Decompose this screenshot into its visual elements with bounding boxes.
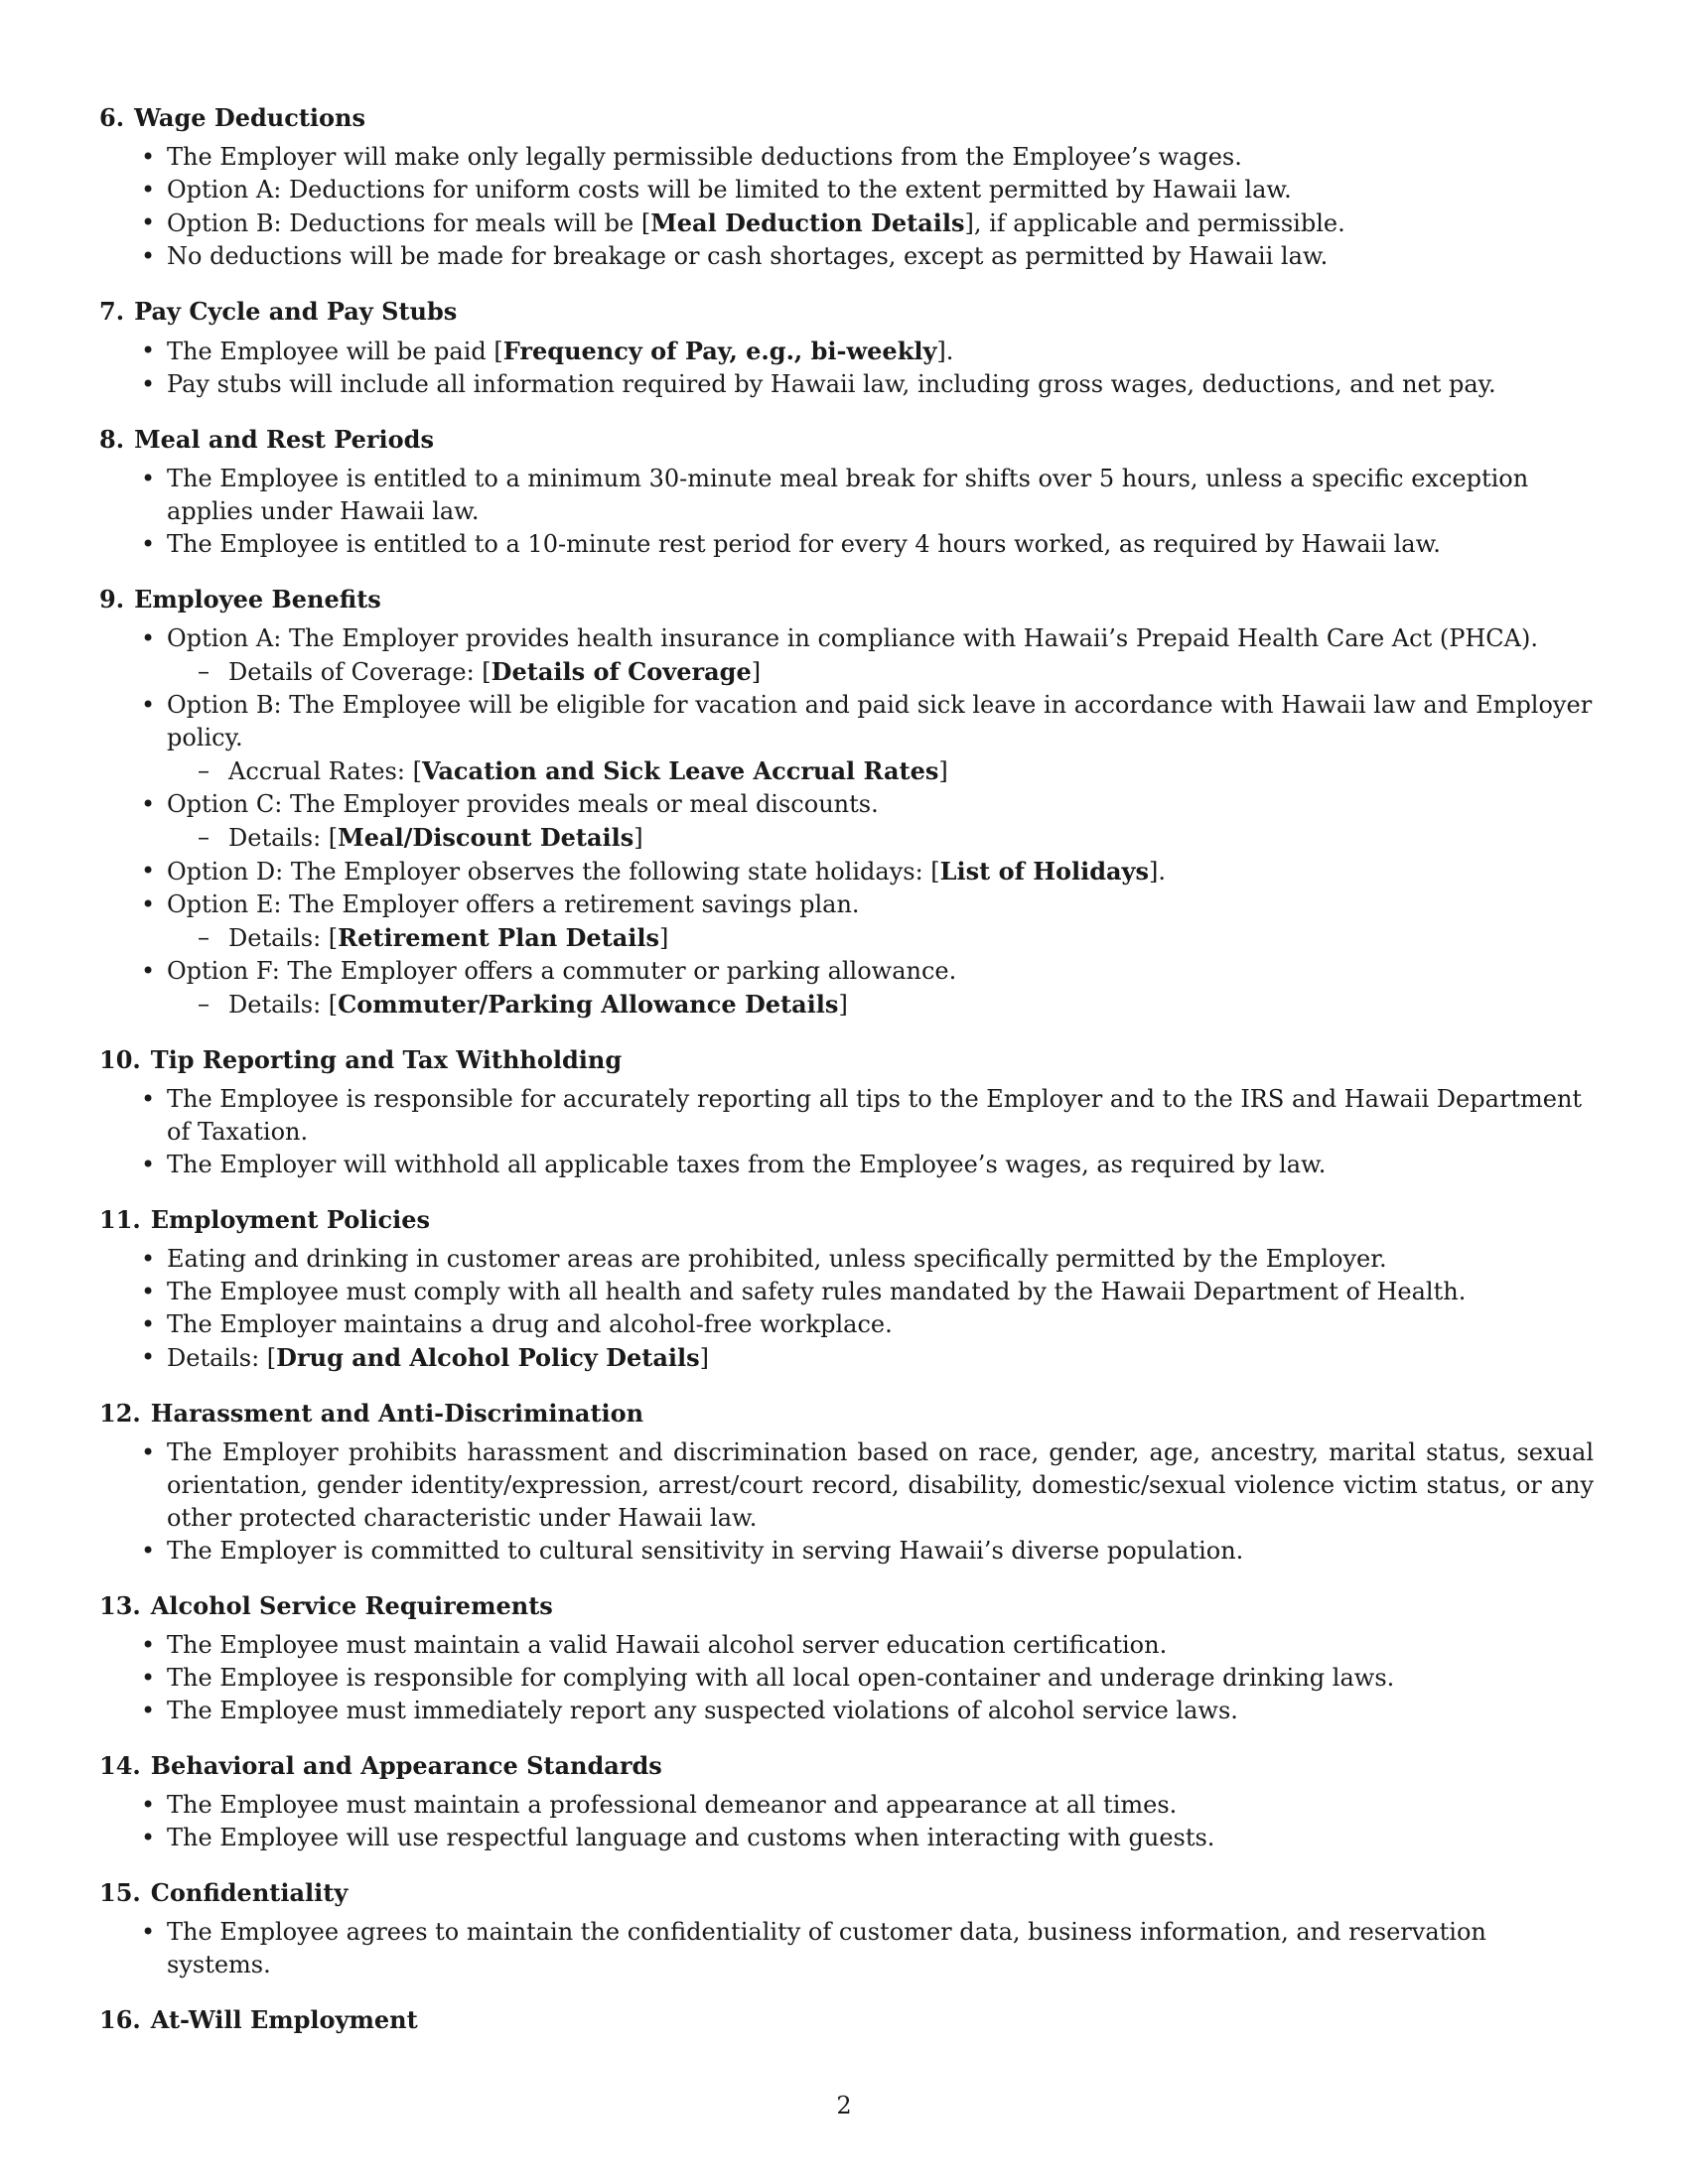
section-number: 10. [99, 1045, 141, 1074]
section-number: 15. [99, 1878, 141, 1907]
item-text: Option F: The Employer offers a commuter or parking allowance. [167, 957, 957, 985]
item-text: ]. [936, 338, 954, 365]
bullet-list [99, 1789, 1594, 1854]
list-item [167, 888, 1594, 955]
list-item [167, 335, 1594, 368]
list-item: • Eating and drinking in customer areas are prohibited, unless specifically permitted by the Employer. [167, 1243, 1594, 1276]
list-item: • The Employee is responsible for complying with all local open-container and underage drinking laws. [167, 1662, 1594, 1695]
list-item [167, 855, 1594, 888]
list-item: • The Employee must comply with all health and safety rules mandated by the Hawaii Department of Health. [167, 1276, 1594, 1308]
sub-list-item [228, 921, 1594, 955]
list-item [167, 206, 1594, 240]
placeholder-field: Frequency of Pay, e.g., bi-weekly [502, 337, 937, 365]
section-title: Alcohol Service Requirements [150, 1591, 553, 1620]
section-title: Behavioral and Appearance Standards [150, 1751, 662, 1780]
placeholder-field: Drug and Alcohol Policy Details [276, 1343, 700, 1372]
section-meal-rest-periods [99, 417, 1594, 561]
section-heading [99, 1743, 1594, 1789]
item-text: Option C: The Employer provides meals or meal discounts. [167, 790, 879, 818]
placeholder-field: Retirement Plan Details [338, 923, 660, 952]
section-heading [99, 1583, 1594, 1629]
section-title: Confidentiality [150, 1878, 349, 1907]
bullet-list [99, 1436, 1594, 1568]
section-confidentiality [99, 1870, 1594, 1981]
sub-list-item [228, 655, 1594, 689]
sub-list-item [228, 754, 1594, 788]
section-heading [99, 1870, 1594, 1916]
list-item: • The Employer prohibits harassment and discrimination based on race, gender, age, ancestry, marital status, sexual orientation, gender identity/expression, arrest/court record, disability, domestic/sexual violence victim status, or any other protected characteristic under Hawaii law. [167, 1436, 1594, 1535]
item-text: ] [633, 824, 643, 852]
section-heading [99, 1391, 1594, 1436]
list-item [167, 1341, 1594, 1375]
list-item: • Option A: Deductions for uniform costs will be limited to the extent permitted by Hawaii law. [167, 174, 1594, 206]
list-item: • The Employee will use respectful language and customs when interacting with guests. [167, 1822, 1594, 1854]
section-harassment [99, 1391, 1594, 1568]
section-heading [99, 289, 1594, 335]
item-text: Option A: The Employer provides health insurance in compliance with Hawaii’s Prepaid Health Care Act (PHCA). [167, 624, 1538, 652]
placeholder-field: List of Holidays [939, 857, 1149, 886]
section-employee-benefits [99, 577, 1594, 1022]
bullet-list [99, 1629, 1594, 1727]
list-item [167, 622, 1594, 689]
sub-list-item [228, 988, 1594, 1022]
placeholder-field: Vacation and Sick Leave Accrual Rates [421, 756, 939, 785]
section-heading [99, 1037, 1594, 1083]
placeholder-field: Meal/Discount Details [338, 823, 634, 852]
list-item: • The Employee is entitled to a 10-minute rest period for every 4 hours worked, as required by Hawaii law. [167, 528, 1594, 561]
section-title: Harassment and Anti-Discrimination [150, 1399, 644, 1428]
item-text: Option B: Deductions for meals will be [ [167, 209, 651, 237]
list-item: • The Employer is committed to cultural sensitivity in serving Hawaii’s diverse population. [167, 1535, 1594, 1568]
section-number: 6. [99, 103, 125, 132]
list-item: • The Employee is entitled to a minimum 30-minute meal break for shifts over 5 hours, unless a specific exception applies under Hawaii law. [167, 463, 1594, 528]
list-item [167, 788, 1594, 855]
placeholder-field: Details of Coverage [491, 657, 752, 686]
section-heading [99, 417, 1594, 463]
sub-list [167, 921, 1594, 955]
section-at-will-employment [99, 1997, 1594, 2043]
list-item [167, 689, 1594, 788]
section-heading [99, 1197, 1594, 1243]
list-item: • The Employer will make only legally permissible deductions from the Employee’s wages. [167, 141, 1594, 174]
item-text: ] [699, 1344, 710, 1372]
section-title: Employment Policies [150, 1205, 431, 1234]
section-number: 7. [99, 297, 125, 326]
section-title: Employee Benefits [134, 585, 381, 614]
section-title: Tip Reporting and Tax Withholding [150, 1045, 623, 1074]
list-item: • The Employee must maintain a valid Hawaii alcohol server education certification. [167, 1629, 1594, 1662]
section-heading [99, 1997, 1594, 2043]
bullet-list [99, 141, 1594, 273]
list-item: • The Employee must maintain a professional demeanor and appearance at all times. [167, 1789, 1594, 1822]
item-text: ] [938, 757, 948, 785]
list-item: • Pay stubs will include all information required by Hawaii law, including gross wages, deductions, and net pay. [167, 368, 1594, 401]
list-item: • No deductions will be made for breakage or cash shortages, except as permitted by Hawaii law. [167, 240, 1594, 273]
item-text: Option D: The Employer observes the following state holidays: [ [167, 858, 940, 886]
section-pay-cycle [99, 289, 1594, 401]
section-wage-deductions [99, 95, 1594, 273]
section-title: At-Will Employment [150, 2005, 418, 2034]
section-number: 13. [99, 1591, 141, 1620]
section-title: Wage Deductions [134, 103, 365, 132]
item-text: ] [838, 991, 848, 1019]
item-text: The Employee will be paid [ [167, 338, 503, 365]
section-heading [99, 95, 1594, 141]
item-text: ] [751, 658, 762, 686]
list-item [167, 955, 1594, 1022]
item-text: ] [659, 924, 669, 952]
item-text: ]. [1149, 858, 1166, 886]
list-item: • The Employee must immediately report any suspected violations of alcohol service laws. [167, 1695, 1594, 1727]
item-text: Details: [ [228, 991, 339, 1019]
bullet-list [99, 1083, 1594, 1181]
sub-list [167, 988, 1594, 1022]
bullet-list [99, 463, 1594, 561]
document-page [99, 95, 1594, 2059]
bullet-list [99, 622, 1594, 1022]
placeholder-field: Meal Deduction Details [650, 208, 965, 237]
item-text: Details of Coverage: [ [228, 658, 492, 686]
section-number: 9. [99, 585, 125, 614]
sub-list [167, 821, 1594, 855]
section-number: 8. [99, 425, 125, 454]
item-text: ], if applicable and permissible. [964, 209, 1345, 237]
item-text: Accrual Rates: [ [228, 757, 422, 785]
section-number: 14. [99, 1751, 141, 1780]
section-number: 11. [99, 1205, 141, 1234]
section-number: 16. [99, 2005, 141, 2034]
item-text: Option E: The Employer offers a retirement savings plan. [167, 890, 860, 918]
list-item: • The Employer will withhold all applicable taxes from the Employee’s wages, as required by law. [167, 1149, 1594, 1181]
section-tip-reporting [99, 1037, 1594, 1181]
item-text: Details: [ [228, 824, 339, 852]
section-employment-policies [99, 1197, 1594, 1375]
list-item: • The Employer maintains a drug and alcohol-free workplace. [167, 1308, 1594, 1341]
bullet-list [99, 335, 1594, 401]
section-title: Meal and Rest Periods [134, 425, 434, 454]
section-alcohol-service [99, 1583, 1594, 1727]
list-item: • The Employee agrees to maintain the confidentiality of customer data, business information, and reservation systems. [167, 1916, 1594, 1981]
section-title: Pay Cycle and Pay Stubs [134, 297, 458, 326]
bullet-list [99, 1243, 1594, 1375]
sub-list [167, 754, 1594, 788]
sub-list [167, 655, 1594, 689]
list-item: • The Employee is responsible for accurately reporting all tips to the Employer and to the IRS and Hawaii Department of Taxation. [167, 1083, 1594, 1149]
section-number: 12. [99, 1399, 141, 1428]
sub-list-item [228, 821, 1594, 855]
item-text: Details: [ [228, 924, 339, 952]
item-text: Details: [ [167, 1344, 277, 1372]
item-text: Option B: The Employee will be eligible for vacation and paid sick leave in accordance with Hawaii law and Employer policy. [167, 691, 1593, 751]
placeholder-field: Commuter/Parking Allowance Details [338, 990, 839, 1019]
bullet-list [99, 1916, 1594, 1981]
section-behavioral-standards [99, 1743, 1594, 1854]
section-heading [99, 577, 1594, 622]
page-number: 2 [836, 2092, 852, 2119]
